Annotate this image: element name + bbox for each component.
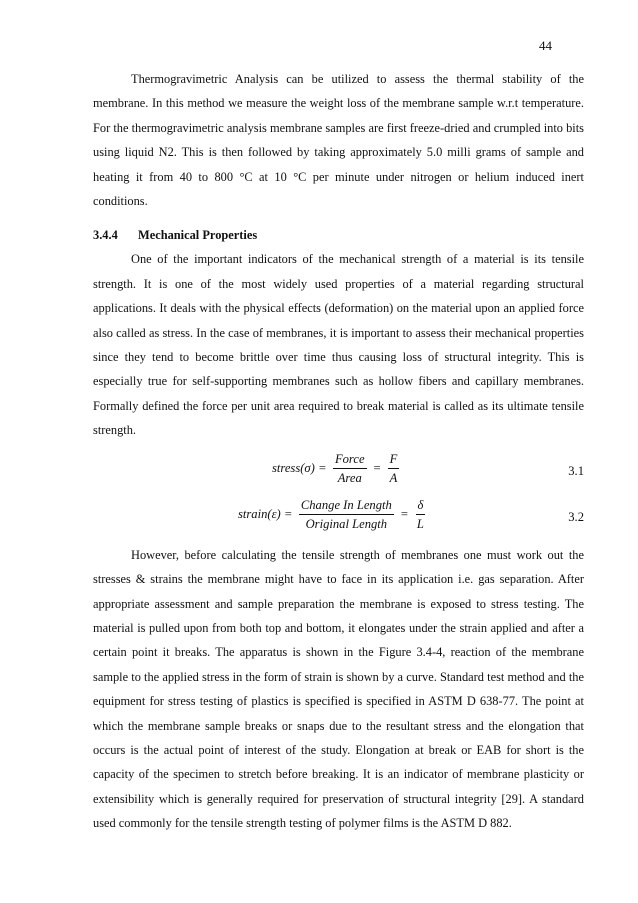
paragraph-mechanical-properties: One of the important indicators of the mechanical strength of a material is its tensile strength. It is one of the most widely used properties of a material regarding structural applications. It deals with the physical effects (deformation) on the material upon an applied force also called as stress. In the case of membranes, it is important to assess their mechanical properties since they tend to become brittle over time thus causing loss of structural integrity. This is especially true for self-supporting membranes such as hollow fibers and capillary membranes. Formally defined the force per unit area required to break material is called as its ultimate tensile strength. bbox=[93, 252, 584, 438]
fraction-delta-l bbox=[415, 497, 426, 532]
numerator: δ bbox=[416, 497, 426, 515]
equation-stress bbox=[93, 447, 584, 493]
fraction-force-area bbox=[333, 451, 367, 486]
equation-lhs: strain(ε) bbox=[238, 507, 281, 522]
equation-number: 3.2 bbox=[568, 509, 584, 524]
equation-strain bbox=[93, 493, 584, 539]
section-title: Mechanical Properties bbox=[138, 228, 258, 243]
equals-sign: = bbox=[400, 507, 408, 522]
numerator: Change In Length bbox=[299, 497, 394, 515]
numerator: Force bbox=[333, 451, 367, 469]
section-heading bbox=[93, 223, 584, 247]
paragraph-stress-testing: However, before calculating the tensile strength of membranes one must work out the stresses & strains the membrane might have to face in its application i.e. gas separation. After appropriate assessment and sample preparation the membrane is exposed to stress testing. The material is pulled upon from both top and bottom, it elongates under the strain applied and after a certain point it breaks. The apparatus is shown in the Figure 3.4-4, reaction of the membrane sample to the applied stress in the form of strain is shown by a curve. Standard test method and the equipment for stress testing of plastics is specified is specified in ASTM D 638-77. The point at which the membrane sample breaks or snaps due to the resultant stress and the elongation that occurs is the actual point of interest of the study. Elongation at break or EAB for short is the capacity of the specimen to stretch before breaking. It is an indicator of membrane plasticity or extensibility which is generally required for preservation of structural integrity [29]. A standard used commonly for the tensile strength testing of polymer films is the ASTM D 882. bbox=[93, 547, 584, 831]
equation-lhs: stress(σ) bbox=[272, 461, 315, 476]
denominator: Area bbox=[337, 470, 362, 485]
document-body bbox=[93, 67, 584, 836]
denominator: Original Length bbox=[305, 516, 388, 531]
denominator: L bbox=[416, 516, 424, 531]
page-number: 44 bbox=[539, 38, 552, 53]
denominator: A bbox=[389, 470, 398, 485]
equation-number: 3.1 bbox=[568, 463, 584, 478]
equals-sign: = bbox=[318, 461, 326, 476]
fraction-f-a bbox=[388, 451, 400, 486]
fraction-change-original bbox=[299, 497, 394, 532]
equals-sign: = bbox=[373, 461, 381, 476]
section-number: 3.4.4 bbox=[93, 228, 118, 243]
numerator: F bbox=[388, 451, 400, 469]
paragraph-thermogravimetric: Thermogravimetric Analysis can be utilized to assess the thermal stability of the membrane. In this method we measure the weight loss of the membrane sample w.r.t temperature. For the thermogravimetric analysis membrane samples are first freeze-dried and crumpled into bits using liquid N2. This is then followed by taking approximately 5.0 milli grams of sample and heating it from 40 to 800 °C at 10 °C per minute under nitrogen or helium induced inert conditions. bbox=[93, 72, 584, 209]
equals-sign: = bbox=[284, 507, 292, 522]
